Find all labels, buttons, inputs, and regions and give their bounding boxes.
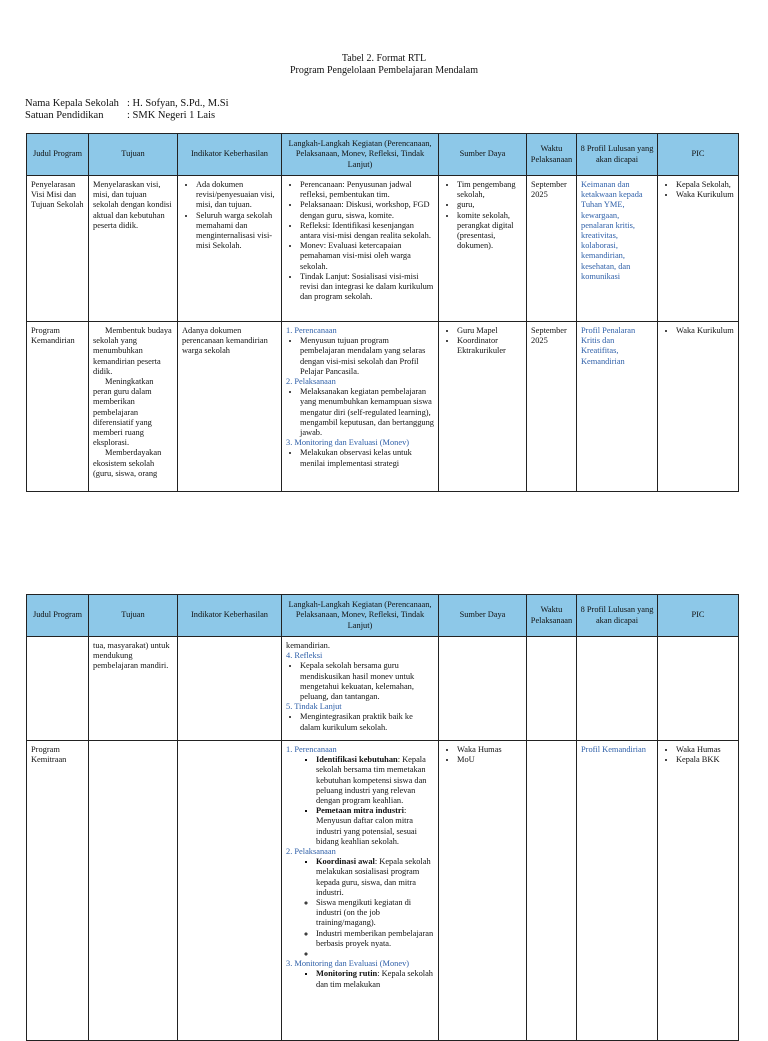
cell-profil: Profil Penalaran Kritis dan Kreatifitas, Kemandirian — [577, 322, 658, 492]
header-profil: 8 Profil Lulusan yang akan dicapai — [577, 134, 658, 176]
header-judul: Judul Program — [27, 134, 89, 176]
list-item — [316, 949, 434, 959]
header-profil: 8 Profil Lulusan yang akan dicapai — [577, 595, 658, 637]
cell-waktu — [527, 741, 577, 1041]
cell-langkah — [282, 322, 439, 492]
meta-kepala-value: : H. Sofyan, S.Pd., M.Si — [127, 98, 229, 109]
list-item: • MoU — [457, 755, 522, 765]
list-item — [316, 969, 434, 989]
meta-kepala — [25, 98, 229, 110]
header-sumber: Sumber Daya — [439, 595, 527, 637]
cell-indikator: Adanya dokumen perencanaan kemandirian warga sekolah — [178, 322, 282, 492]
list-item: ◦ Siswa mengikuti kegiatan di industri (on the job training/magang). — [316, 898, 434, 929]
list-item: • Koordinator Ektrakurikuler — [457, 336, 522, 356]
tujuan-paragraph: Meningkatkan peran guru dalam memberikan pembelajaran diferensiatif yang memberi ruang eksplorasi. — [93, 377, 154, 448]
list-item: • guru, — [457, 200, 522, 210]
cell-judul: Program Kemandirian — [27, 322, 89, 492]
step-heading: 1. Perencanaan — [286, 326, 337, 335]
list-item: ◦ Industri memberikan pembelajaran berbasis proyek nyata. — [316, 929, 434, 949]
cell-sumber — [439, 176, 527, 322]
meta-satuan-value: : SMK Negeri 1 Lais — [127, 110, 216, 121]
item-bold: Monitoring rutin — [316, 969, 378, 979]
list-item: • Melakukan observasi kelas untuk menilai implementasi strategi — [300, 448, 434, 468]
cell-pic — [658, 322, 739, 492]
list-item: • Pelaksanaan: Diskusi, workshop, FGD dengan guru, siswa, komite. — [300, 200, 434, 220]
table-row — [27, 637, 739, 741]
cell-pic — [658, 176, 739, 322]
item-text: : Kepala sekolah melakukan sosialisasi program kepada guru, siswa, dan mitra industri. — [316, 857, 431, 897]
meta-satuan — [25, 110, 215, 122]
list-item: • Tim pengembang sekolah, — [457, 180, 522, 200]
meta-kepala-label: Nama Kepala Sekolah — [25, 98, 119, 109]
header-tujuan: Tujuan — [89, 134, 178, 176]
list-item: • Melaksanakan kegiatan pembelajaran yang menumbuhkan kemampuan siswa mengatur diri (self-regulated learning), mengambil keputusan, dan bertanggung jawab. — [300, 387, 434, 438]
cell-tujuan — [89, 741, 178, 1041]
document-subtitle: Program Pengelolaan Pembelajaran Mendalam — [290, 65, 478, 76]
table-header-row — [27, 134, 739, 176]
cell-indikator — [178, 741, 282, 1041]
rtl-table-page-2 — [26, 594, 739, 1041]
header-tujuan: Tujuan — [89, 595, 178, 637]
step-heading: 2. Pelaksanaan — [286, 377, 336, 387]
item-bold: Identifikasi kebutuhan — [316, 755, 398, 765]
list-item — [316, 857, 434, 898]
cell-langkah — [282, 176, 439, 322]
cell-langkah — [282, 637, 439, 741]
tujuan-paragraph: Memberdayakan ekosistem sekolah (guru, siswa, orang — [93, 448, 162, 478]
list-item: • Kepala BKK — [676, 755, 734, 765]
cell-waktu: September 2025 — [527, 176, 577, 322]
list-item — [316, 806, 434, 847]
cell-pic — [658, 637, 739, 741]
cell-tujuan — [89, 322, 178, 492]
list-item: • Menyusun tujuan program pembelajaran mendalam yang selaras dengan visi-misi sekolah dan Profil Pelajar Pancasila. — [300, 336, 434, 377]
list-item: • Guru Mapel — [457, 326, 522, 336]
cell-pic — [658, 741, 739, 1041]
header-waktu: Waktu Pelaksanaan — [527, 595, 577, 637]
list-item: • komite sekolah, perangkat digital (presentasi, dokumen). — [457, 211, 522, 252]
list-item: • Perencanaan: Penyusunan jadwal refleksi, pembentukan tim. — [300, 180, 434, 200]
meta-satuan-label: Satuan Pendidikan — [25, 110, 104, 121]
cell-judul — [27, 637, 89, 741]
list-item: • Waka Humas — [457, 745, 522, 755]
list-item: • Waka Kurikulum — [676, 190, 734, 200]
list-item: • Kepala sekolah bersama guru mendiskusikan hasil monev untuk mengetahui kekuatan, kelemahan, peluang, dan tantangan. — [300, 661, 434, 702]
header-pic: PIC — [658, 134, 739, 176]
item-bold: Koordinasi awal — [316, 857, 375, 867]
list-item: • Kepala Sekolah, — [676, 180, 734, 190]
list-item: • Seluruh warga sekolah memahami dan menginternalisasi visi-misi Sekolah. — [196, 211, 277, 252]
step-heading: 3. Monitoring dan Evaluasi (Monev) — [286, 959, 410, 969]
document-title: Tabel 2. Format RTL — [341, 53, 427, 64]
tujuan-paragraph: Membentuk budaya sekolah yang menumbuhkan kemandirian peserta didik. — [93, 326, 172, 376]
list-item — [316, 755, 434, 806]
step-heading: 5. Tindak Lanjut — [286, 702, 342, 712]
item-text: : Kepala sekolah bersama tim memetakan kebutuhan kompetensi siswa dan peluang industri yang relevan dengan program keahlian. — [316, 755, 427, 806]
header-indikator: Indikator Keberhasilan — [178, 595, 282, 637]
list-item: • Tindak Lanjut: Sosialisasi visi-misi revisi dan integrasi ke dalam kurikulum dan program sekolah. — [300, 272, 434, 303]
list-item: • Refleksi: Identifikasi kesenjangan antara visi-misi dengan realita sekolah. — [300, 221, 434, 241]
step-heading: 2. Pelaksanaan — [286, 847, 336, 857]
cell-judul: Program Kemitraan — [27, 741, 89, 1041]
list-item: • Mengintegrasikan praktik baik ke dalam kurikulum sekolah. — [300, 712, 434, 732]
header-indikator: Indikator Keberhasilan — [178, 134, 282, 176]
cell-sumber — [439, 741, 527, 1041]
cell-profil: Profil Kemandirian — [577, 741, 658, 1041]
list-item: • Ada dokumen revisi/penyesuaian visi, misi, dan tujuan. — [196, 180, 277, 211]
cell-indikator — [178, 637, 282, 741]
cell-indikator — [178, 176, 282, 322]
header-langkah: Langkah-Langkah Kegiatan (Perencanaan, Pelaksanaan, Monev, Refleksi, Tindak Lanjut) — [282, 595, 439, 637]
rtl-table-page-1 — [26, 133, 739, 492]
table-row — [27, 741, 739, 1041]
table-header-row — [27, 595, 739, 637]
header-waktu: Waktu Pelaksanaan — [527, 134, 577, 176]
cell-waktu — [527, 637, 577, 741]
table-row — [27, 176, 739, 322]
list-item: • Waka Humas — [676, 745, 734, 755]
header-pic: PIC — [658, 595, 739, 637]
cell-langkah — [282, 741, 439, 1041]
cell-sumber — [439, 322, 527, 492]
header-langkah: Langkah-Langkah Kegiatan (Perencanaan, Pelaksanaan, Monev, Refleksi, Tindak Lanjut) — [282, 134, 439, 176]
continued-text: kemandirian. — [286, 641, 330, 650]
cell-tujuan: Menyelaraskan visi, misi, dan tujuan sekolah dengan kondisi aktual dan kebutuhan peserta didik. — [89, 176, 178, 322]
cell-tujuan: tua, masyarakat) untuk mendukung pembelajaran mandiri. — [89, 637, 178, 741]
list-item: • Monev: Evaluasi ketercapaian pemahaman visi-misi oleh warga sekolah. — [300, 241, 434, 272]
table-row — [27, 322, 739, 492]
step-heading: 4. Refleksi — [286, 651, 323, 661]
cell-sumber — [439, 637, 527, 741]
cell-profil: Keimanan dan ketakwaan kepada Tuhan YME, kewargaan, penalaran kritis, kreativitas, kolaborasi, kemandirian, kesehatan, dan komunikasi — [577, 176, 658, 322]
header-sumber: Sumber Daya — [439, 134, 527, 176]
cell-profil — [577, 637, 658, 741]
cell-waktu: September 2025 — [527, 322, 577, 492]
step-heading: 3. Monitoring dan Evaluasi (Monev) — [286, 438, 410, 448]
list-item: • Waka Kurikulum — [676, 326, 734, 336]
header-judul: Judul Program — [27, 595, 89, 637]
item-text: : Menyusun daftar calon mitra industri yang potensial, sesuai bidang keahlian sekolah. — [316, 806, 417, 846]
step-heading: 1. Perencanaan — [286, 745, 337, 754]
item-text: : Kepala sekolah dan tim melakukan — [316, 969, 433, 989]
item-bold: Pemetaan mitra industri — [316, 806, 404, 816]
cell-judul: Penyelarasan Visi Misi dan Tujuan Sekolah — [27, 176, 89, 322]
